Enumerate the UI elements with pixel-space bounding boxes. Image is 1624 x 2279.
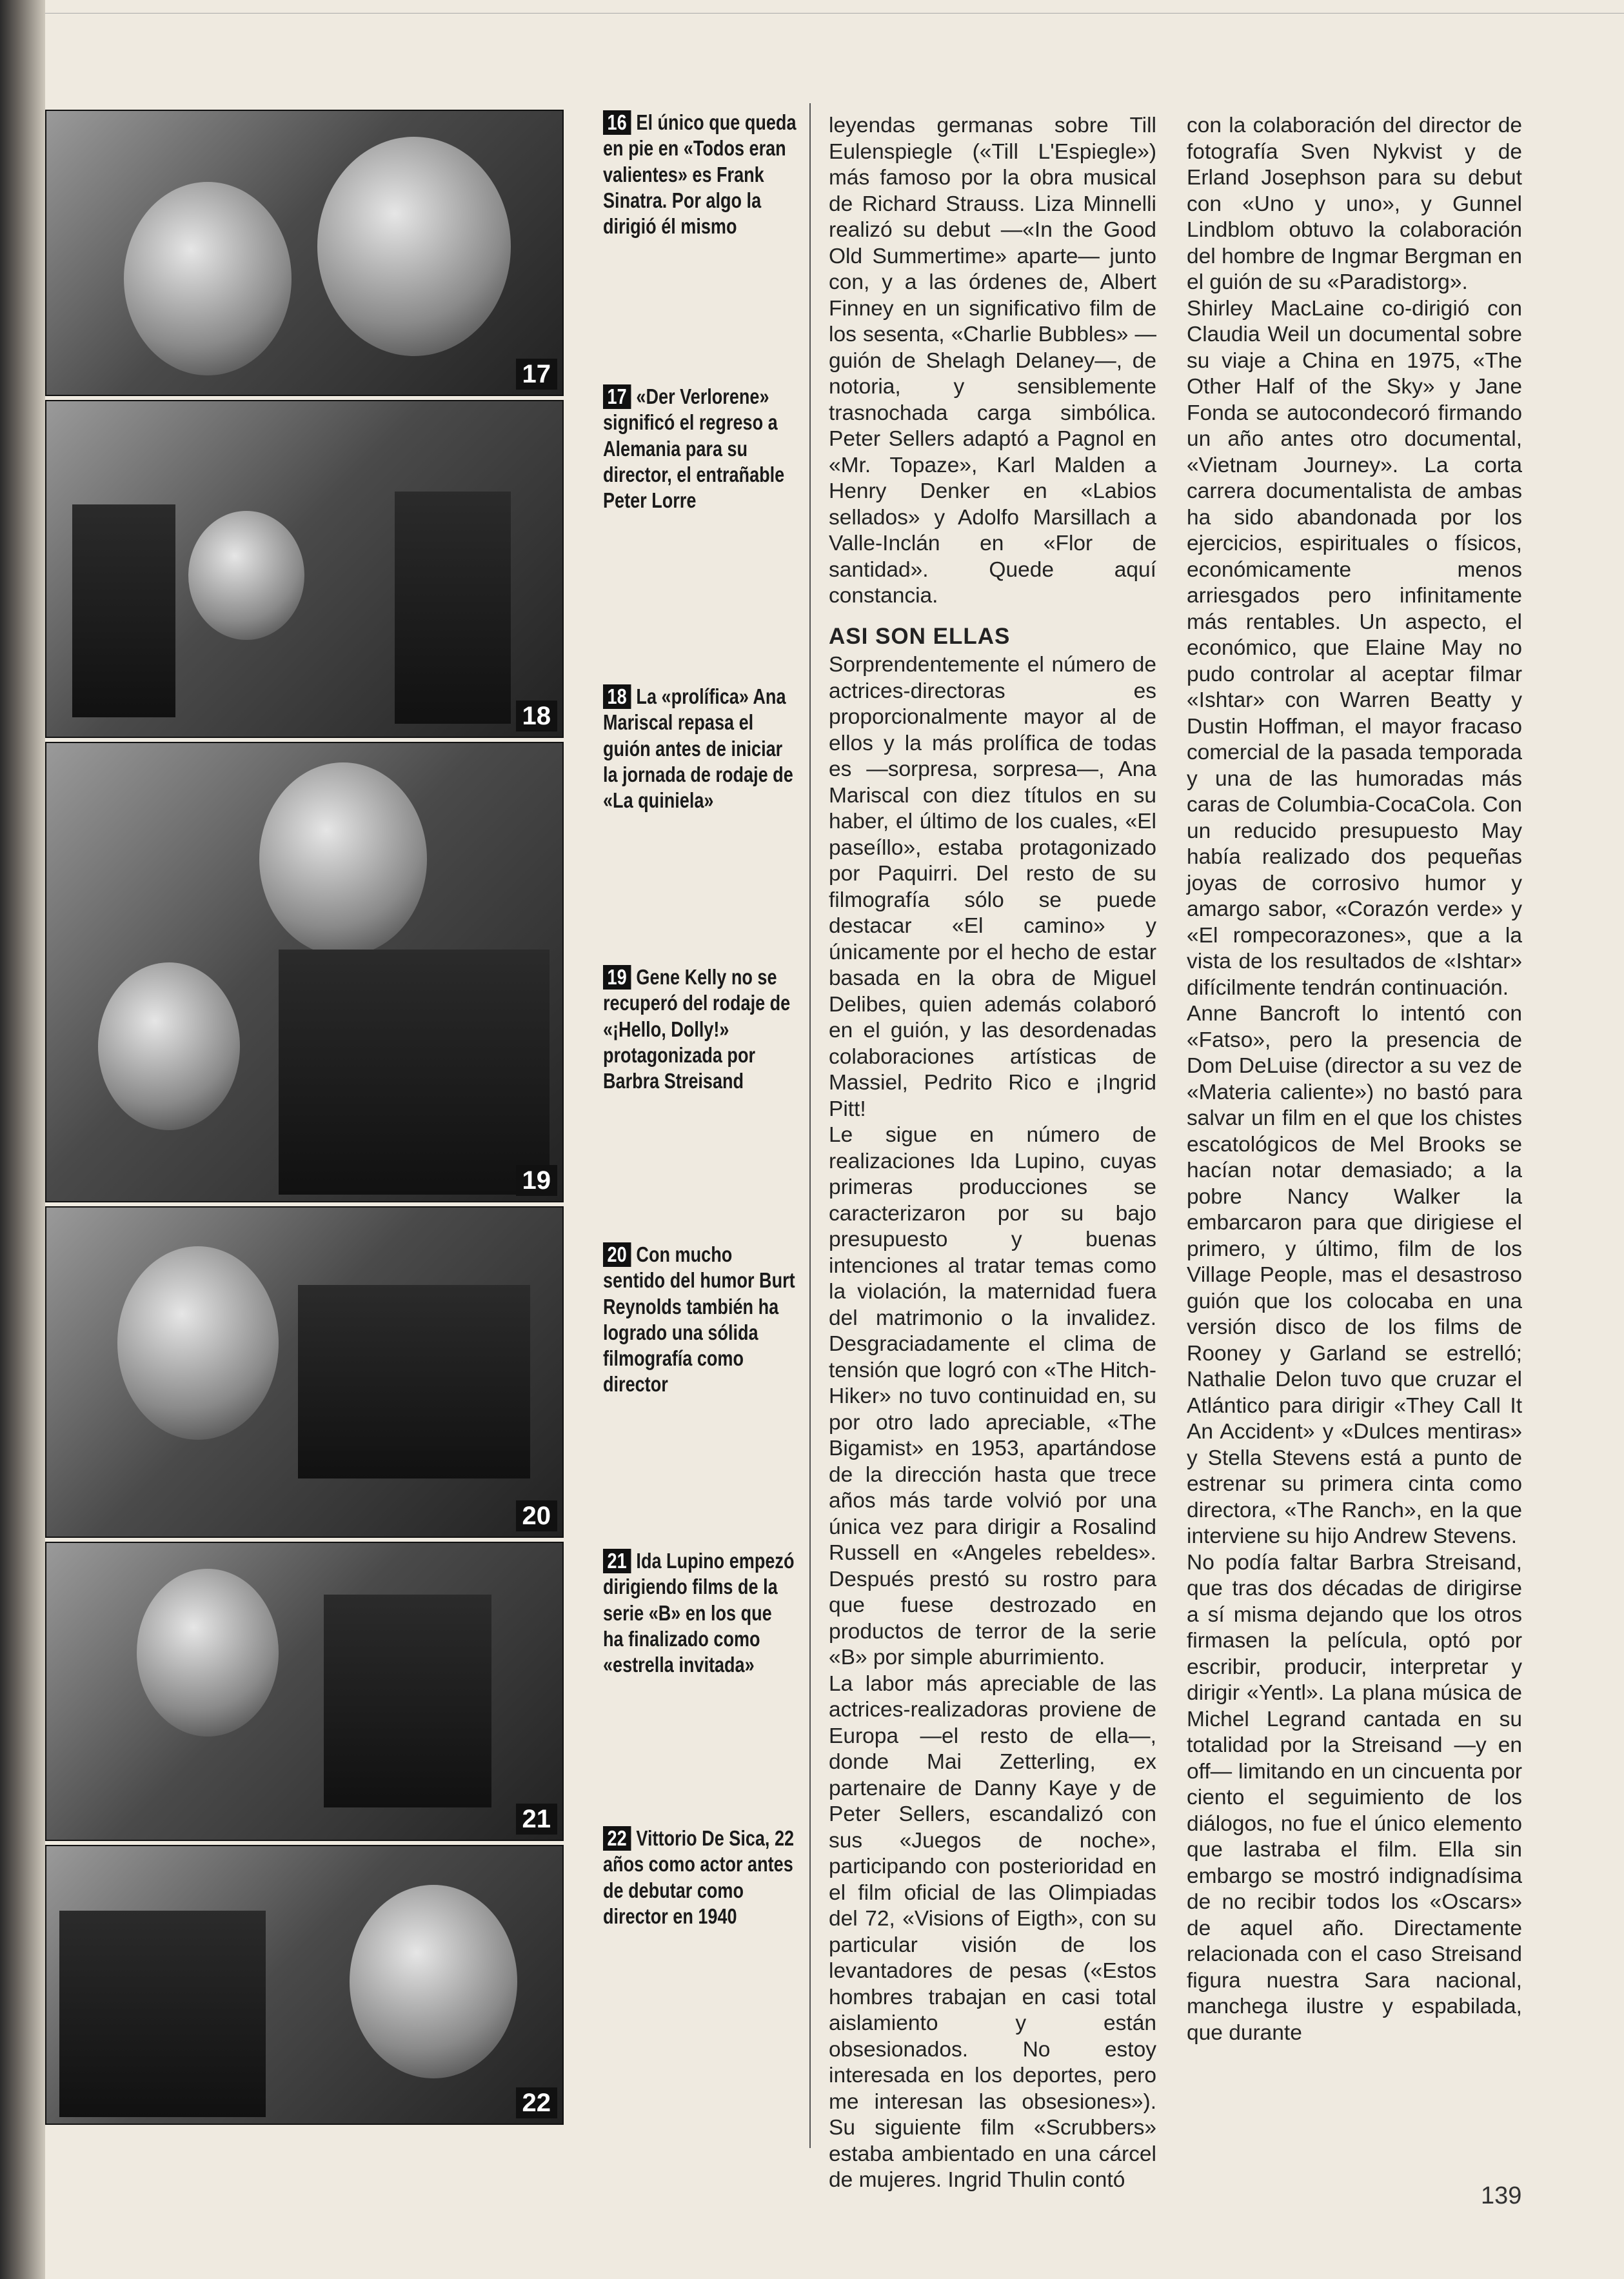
- photo-21: [45, 1542, 564, 1841]
- caption-21: [603, 1548, 797, 1678]
- photo-label: 17: [516, 359, 558, 390]
- caption-number: 20: [603, 1242, 631, 1267]
- caption-number: 21: [603, 1549, 631, 1573]
- caption-text: Con mucho sentido del humor Burt Reynolds también ha logrado una sólida filmografía como director: [603, 1242, 795, 1397]
- article-paragraph: con la colaboración del director de fotografía Sven Nykvist y de Erland Josephson para su debut con «Uno y uno», y Gunnel Lindblom obtuvo la colaboración del hombre de Ingmar Bergman en el guión de su «Paradistorg».: [1187, 114, 1522, 294]
- caption-19: [603, 964, 797, 1094]
- caption-text: Gene Kelly no se recuperó del rodaje de «¡Hello, Dolly!» protagonizada por Barbra Streisand: [603, 965, 791, 1093]
- caption-22: [603, 1826, 797, 1929]
- photo-label: 20: [516, 1500, 558, 1531]
- caption-number: 17: [603, 384, 631, 409]
- article-column-1: [829, 113, 1156, 2194]
- caption-text: Vittorio De Sica, 22 años como actor antes de debutar como director en 1940: [603, 1826, 795, 1928]
- photo-18: [45, 400, 564, 738]
- article-paragraph: Le sigue en número de realizaciones Ida Lupino, cuyas primeras producciones se caracterizaron por su bajo presupuesto y buenas intenciones al tratar temas como la violación, la maternidad fuera del matrimonio o la invalidez. Desgraciadamente el clima de tensión que logró con «The Hitch-Hiker» no tuvo continuidad en, su por otro lado apreciable, «The Bigamist» en 1953, apartándose de la dirección hasta que trece años más tarde volvió por una única vez para dirigir a Rosalind Russell en «Angeles rebeldes». Después prestó su rostro para que fuese destrozado en productos de terror de la serie «B» por simple aburrimiento.: [829, 1123, 1156, 1669]
- caption-number: 18: [603, 684, 631, 709]
- caption-number: 16: [603, 110, 631, 135]
- photo-label: 18: [516, 701, 558, 731]
- article-paragraph: leyendas germanas sobre Till Eulenspiegle («Till L'Espiegle») más famoso por la obra musical de Richard Strauss. Liza Minnelli realizó su debut —«In the Good Old Summertime» aparte— junto con, y a las órdenes de, Albert Finney en un significativo film de los sesenta, «Charlie Bubbles» —guión de Shelagh Delaney—, de notoria, y sensiblemente trasnochada carga simbólica. Peter Sellers adaptó a Pagnol en «Mr. Topaze», Karl Malden a Henry Denker en «Labios sellados» y Adolfo Marsillach a Valle-Inclán en «Flor de santidad». Quede aquí constancia.: [829, 114, 1156, 608]
- caption-text: La «prolífica» Ana Mariscal repasa el guión antes de iniciar la jornada de rodaje de «La quiniela»: [603, 684, 793, 812]
- column-divider: [809, 103, 811, 2148]
- photo-label: 19: [516, 1165, 558, 1196]
- caption-16: [603, 110, 797, 239]
- photo-label: 21: [516, 1804, 558, 1835]
- article-paragraph: Shirley MacLaine co-dirigió con Claudia Weil un documental sobre su viaje a China en 1975, «The Other Half of the Sky» y Jane Fonda se autocondecoró firmando un año antes otro documental, «Vietnam Journey». La corta carrera documentalista de ambas ha sido abandonada por los ejercicios, espirituales o físicos, económicamente menos arriesgados pero infinitamente más rentables. Un aspecto, el económico, que Elaine May no pudo controlar al aceptar filmar «Ishtar» con Warren Beatty y Dustin Hoffman, el mayor fracaso comercial de la pasada temporada y una de las humoradas más caras de Columbia-CocaCola. Con un reducido presupuesto May había realizado dos pequeñas joyas de corrosivo humor y amargo sabor, «Corazón verde» y «El rompecorazones», que a la vista de los resultados de «Ishtar» difícilmente tendrán continuación.: [1187, 296, 1522, 1000]
- photo-strip: [45, 110, 561, 2129]
- photo-16-17: [45, 110, 564, 396]
- top-rule: [45, 13, 1624, 14]
- article-paragraph: Sorprendentemente el número de actrices-directoras es proporcionalmente mayor al de ellos y la más prolífica de todas es —sorpresa, sorpresa—, Ana Mariscal con diez títulos en su haber, el último de los cuales, «El paseíllo», estaba protagonizado por Paquirri. Del resto de su filmografía sólo se puede destacar «El camino» y únicamente por el hecho de estar basada en la obra de Miguel Delibes, quien además colaboró en el guión, y las desordenadas colaboraciones artísticas de Massiel, Pedrito Rico e ¡Ingrid Pitt!: [829, 653, 1156, 1121]
- caption-18: [603, 684, 797, 813]
- photo-20: [45, 1206, 564, 1538]
- caption-text: «Der Verlorene» significó el regreso a Alemania para su director, el entrañable Peter Lorre: [603, 384, 785, 512]
- article-paragraph: La labor más apreciable de las actrices-realizadoras proviene de Europa —el resto de ella—, donde Mai Zetterling, ex partenaire de Danny Kaye y de Peter Sellers, escandalizó con sus «Juegos de noche», participando con posterioridad en el film oficial de las Olimpiadas del 72, «Visions of Eigth», con su particular visión de los levantadores de pesas («Estos hombres trabajan en casi total aislamiento y están obsesionados. No estoy interesada en los deportes, pero me interesan las obsesiones»). Su siguiente film «Scrubbers» estaba ambientado en una cárcel de mujeres. Ingrid Thulin contó: [829, 1671, 1156, 2192]
- binding-shadow: [0, 0, 45, 2279]
- photo-label: 22: [516, 2087, 558, 2118]
- article-column-2: [1187, 113, 1522, 2046]
- caption-17: [603, 384, 797, 513]
- section-heading: ASI SON ELLAS: [829, 623, 1011, 649]
- photo-19: [45, 742, 564, 1202]
- article-paragraph: Anne Bancroft lo intentó con «Fatso», pero la presencia de Dom DeLuise (director a su vez de «Materia caliente») no bastó para salvar un film en el que los chistes escatológicos de Mel Brooks se hacían notar demasiado; a la pobre Nancy Walker la embarcaron para que dirigiese el primero, y último, film de los Village People, mas el desastroso guión que los colocaba en una versión disco de los films de Rooney y Garland se estrelló; Nathalie Delon tuvo que cruzar el Atlántico para dirigir «They Call It An Accident» y «Dulces mentiras» y Stella Stevens está a punto de estrenar su primera cinta como directora, «The Ranch», en la que interviene su hijo Andrew Stevens.: [1187, 1002, 1522, 1548]
- caption-number: 19: [603, 965, 631, 990]
- photo-22: [45, 1845, 564, 2125]
- caption-number: 22: [603, 1826, 631, 1851]
- caption-text: Ida Lupino empezó dirigiendo films de la serie «B» en los que ha finalizado como «estrella invitada»: [603, 1549, 795, 1677]
- page-number: 139: [1481, 2182, 1522, 2209]
- article-paragraph: No podía faltar Barbra Streisand, que tras dos décadas de dirigirse a sí misma dejando que los otros firmasen la película, optó por escribir, producir, interpretar y dirigir «Yentl». La plana música de Michel Legrand cantada en su totalidad por la Streisand —y en off— limitando en un cincuenta por ciento el seguimiento de los diálogos, no fue el único elemento que lastraba el film. Ella sin embargo se mostró indignadísima de no recibir todos los «Oscars» de aquel año. Directamente relacionada con el caso Streisand figura nuestra Sara nacional, manchega ilustre y espabilada, que durante: [1187, 1550, 1522, 2045]
- caption-20: [603, 1242, 797, 1398]
- caption-text: El único que queda en pie en «Todos eran valientes» es Frank Sinatra. Por algo la dirigió él mismo: [603, 110, 797, 238]
